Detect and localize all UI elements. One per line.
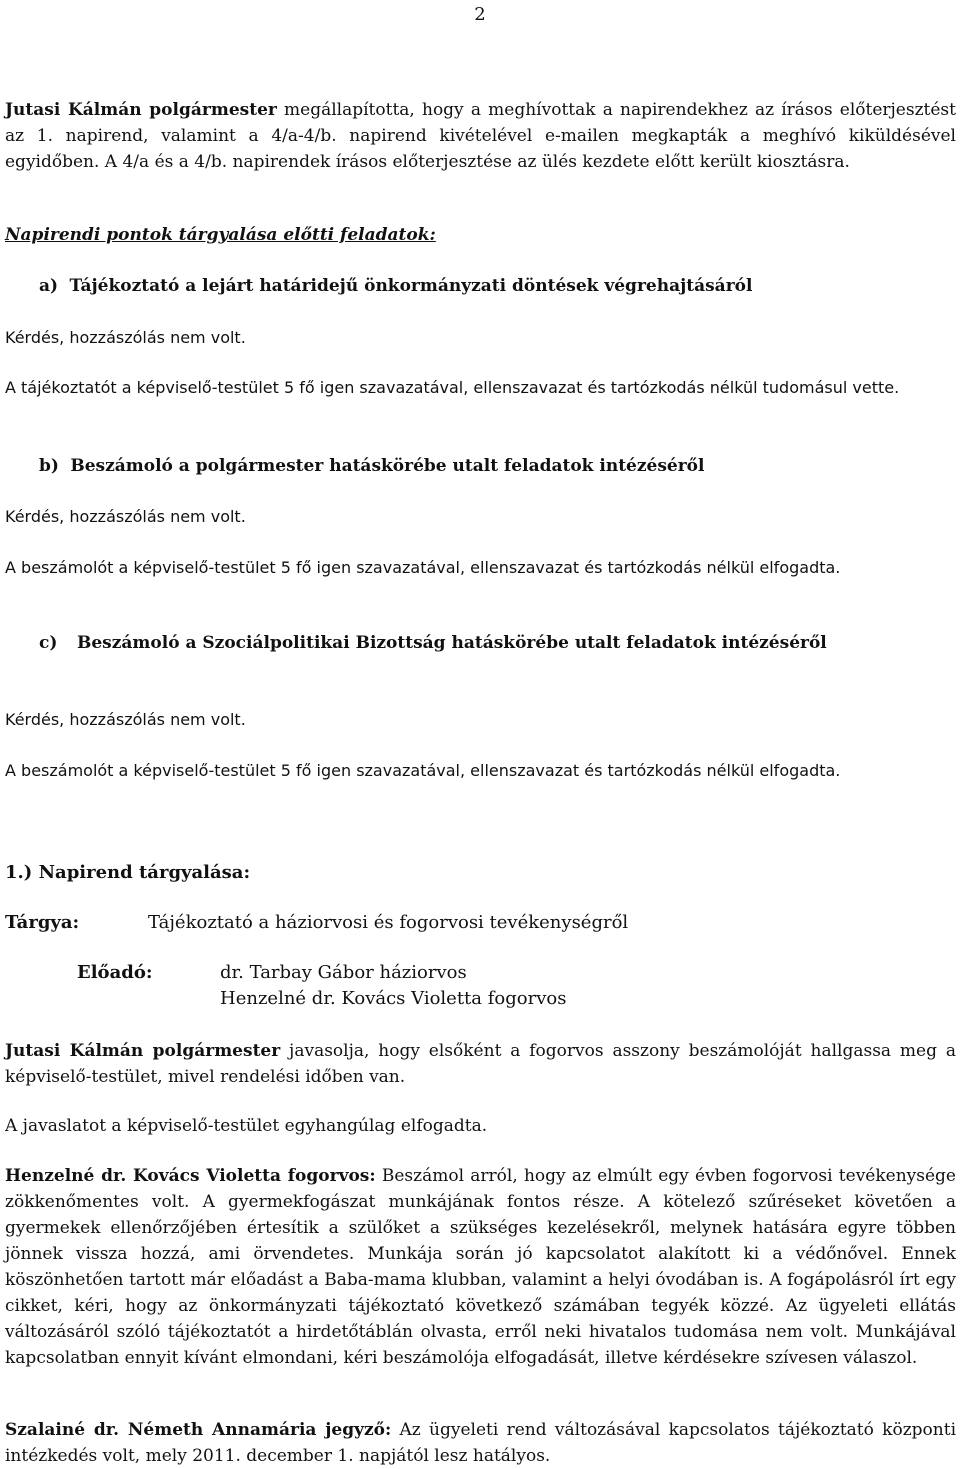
item-a-title: Tájékoztató a lejárt határidejű önkormányzati döntések végrehajtásáról	[69, 276, 753, 296]
item-b-title: Beszámoló a polgármester hatáskörébe utalt feladatok intézéséről	[70, 456, 705, 476]
subject-label: Tárgya:	[5, 912, 80, 933]
dentist-report-text: Beszámol arról, hogy az elmúlt egy évben fogorvosi tevékenysége zökkenőmentes volt. A gyermekfogászat munkájának fontos része. A kötelező szűréseket követően a gyermekek ellenőrzőjében értesítik a szülőket a szükséges kezelésekről, melynek hatására egyre többen jönnek vissza hozzá, ami örvendetes. Munkája során jó kapcsolatot alakított ki a védőnővel. Ennek köszönhetően tartott már előadást a Baba-mama klubban, valamint a helyi óvodában is. A fogápolásról írt egy cikket, kéri, hogy az önkormányzati tájékoztató következő számában tegyék közzé. Az ügyeleti ellátás változásáról szóló tájékoztatót a hirdetőtáblán olvasta, erről neki hivatalos tudomása nem volt. Munkájával kapcsolatban ennyit kívánt elmondani, kéri beszámolója elfogadását, illetve kérdésekre szívesen válaszol.	[5, 1166, 956, 1368]
agenda-1-heading: 1.) Napirend tárgyalása:	[5, 862, 251, 883]
intro-speaker: Jutasi Kálmán polgármester	[5, 100, 277, 120]
mayor-proposal-paragraph	[5, 1038, 956, 1090]
notary-text: Az ügyeleti rend változásával kapcsolatos tájékoztató központi intézkedés volt, mely 2011. december 1. napjától lesz hatályos.	[5, 1420, 957, 1466]
item-b-question: Kérdés, hozzászólás nem volt.	[5, 507, 246, 526]
presenter-2: Henzelné dr. Kovács Violetta fogorvos	[220, 988, 567, 1009]
notary-speaker: Szalainé dr. Németh Annamária jegyző:	[5, 1420, 392, 1440]
item-b-label: b)	[39, 456, 59, 476]
page-number: 2	[474, 4, 486, 25]
presenter-label: Előadó:	[77, 962, 153, 983]
item-a-decision: A tájékoztatót a képviselő-testület 5 fő igen szavazatával, ellenszavazat és tartózkodás nélkül tudomásul vette.	[5, 378, 900, 397]
item-c-title-row	[39, 630, 956, 656]
pre-agenda-heading: Napirendi pontok tárgyalása előtti feladatok:	[5, 225, 436, 245]
dentist-report-speaker: Henzelné dr. Kovács Violetta fogorvos:	[5, 1166, 376, 1186]
item-a-label: a)	[39, 276, 59, 296]
item-c-decision: A beszámolót a képviselő-testület 5 fő igen szavazatával, ellenszavazat és tartózkodás nélkül elfogadta.	[5, 761, 841, 780]
item-b-title-row	[39, 453, 956, 479]
item-c-title: Beszámoló a Szociálpolitikai Bizottság hatáskörébe utalt feladatok intézéséről	[77, 633, 827, 653]
item-c-question: Kérdés, hozzászólás nem volt.	[5, 710, 246, 729]
subject-text: Tájékoztató a háziorvosi és fogorvosi tevékenységről	[148, 912, 629, 933]
mayor-proposal-text: javasolja, hogy elsőként a fogorvos asszony beszámolóját hallgassa meg a képviselő-testület, mivel rendelési időben van.	[5, 1041, 956, 1087]
item-b-decision: A beszámolót a képviselő-testület 5 fő igen szavazatával, ellenszavazat és tartózkodás nélkül elfogadta.	[5, 558, 841, 577]
intro-paragraph	[5, 97, 956, 175]
presenter-1: dr. Tarbay Gábor háziorvos	[220, 962, 467, 983]
proposal-accepted: A javaslatot a képviselő-testület egyhangúlag elfogadta.	[5, 1116, 488, 1136]
item-a-title-row	[39, 273, 956, 299]
mayor-proposal-speaker: Jutasi Kálmán polgármester	[5, 1041, 281, 1061]
item-a-question: Kérdés, hozzászólás nem volt.	[5, 328, 246, 347]
intro-text: megállapította, hogy a meghívottak a napirendekhez az írásos előterjesztést az 1. napirend, valamint a 4/a-4/b. napirend kivételével e-mailen megkapták a meghívó kiküldésével egyidőben. A 4/a és a 4/b. napirendek írásos előterjesztése az ülés kezdete előtt került kiosztásra.	[5, 100, 956, 172]
dentist-report-paragraph	[5, 1163, 956, 1371]
item-c-label: c)	[39, 633, 58, 653]
notary-paragraph	[5, 1417, 956, 1469]
